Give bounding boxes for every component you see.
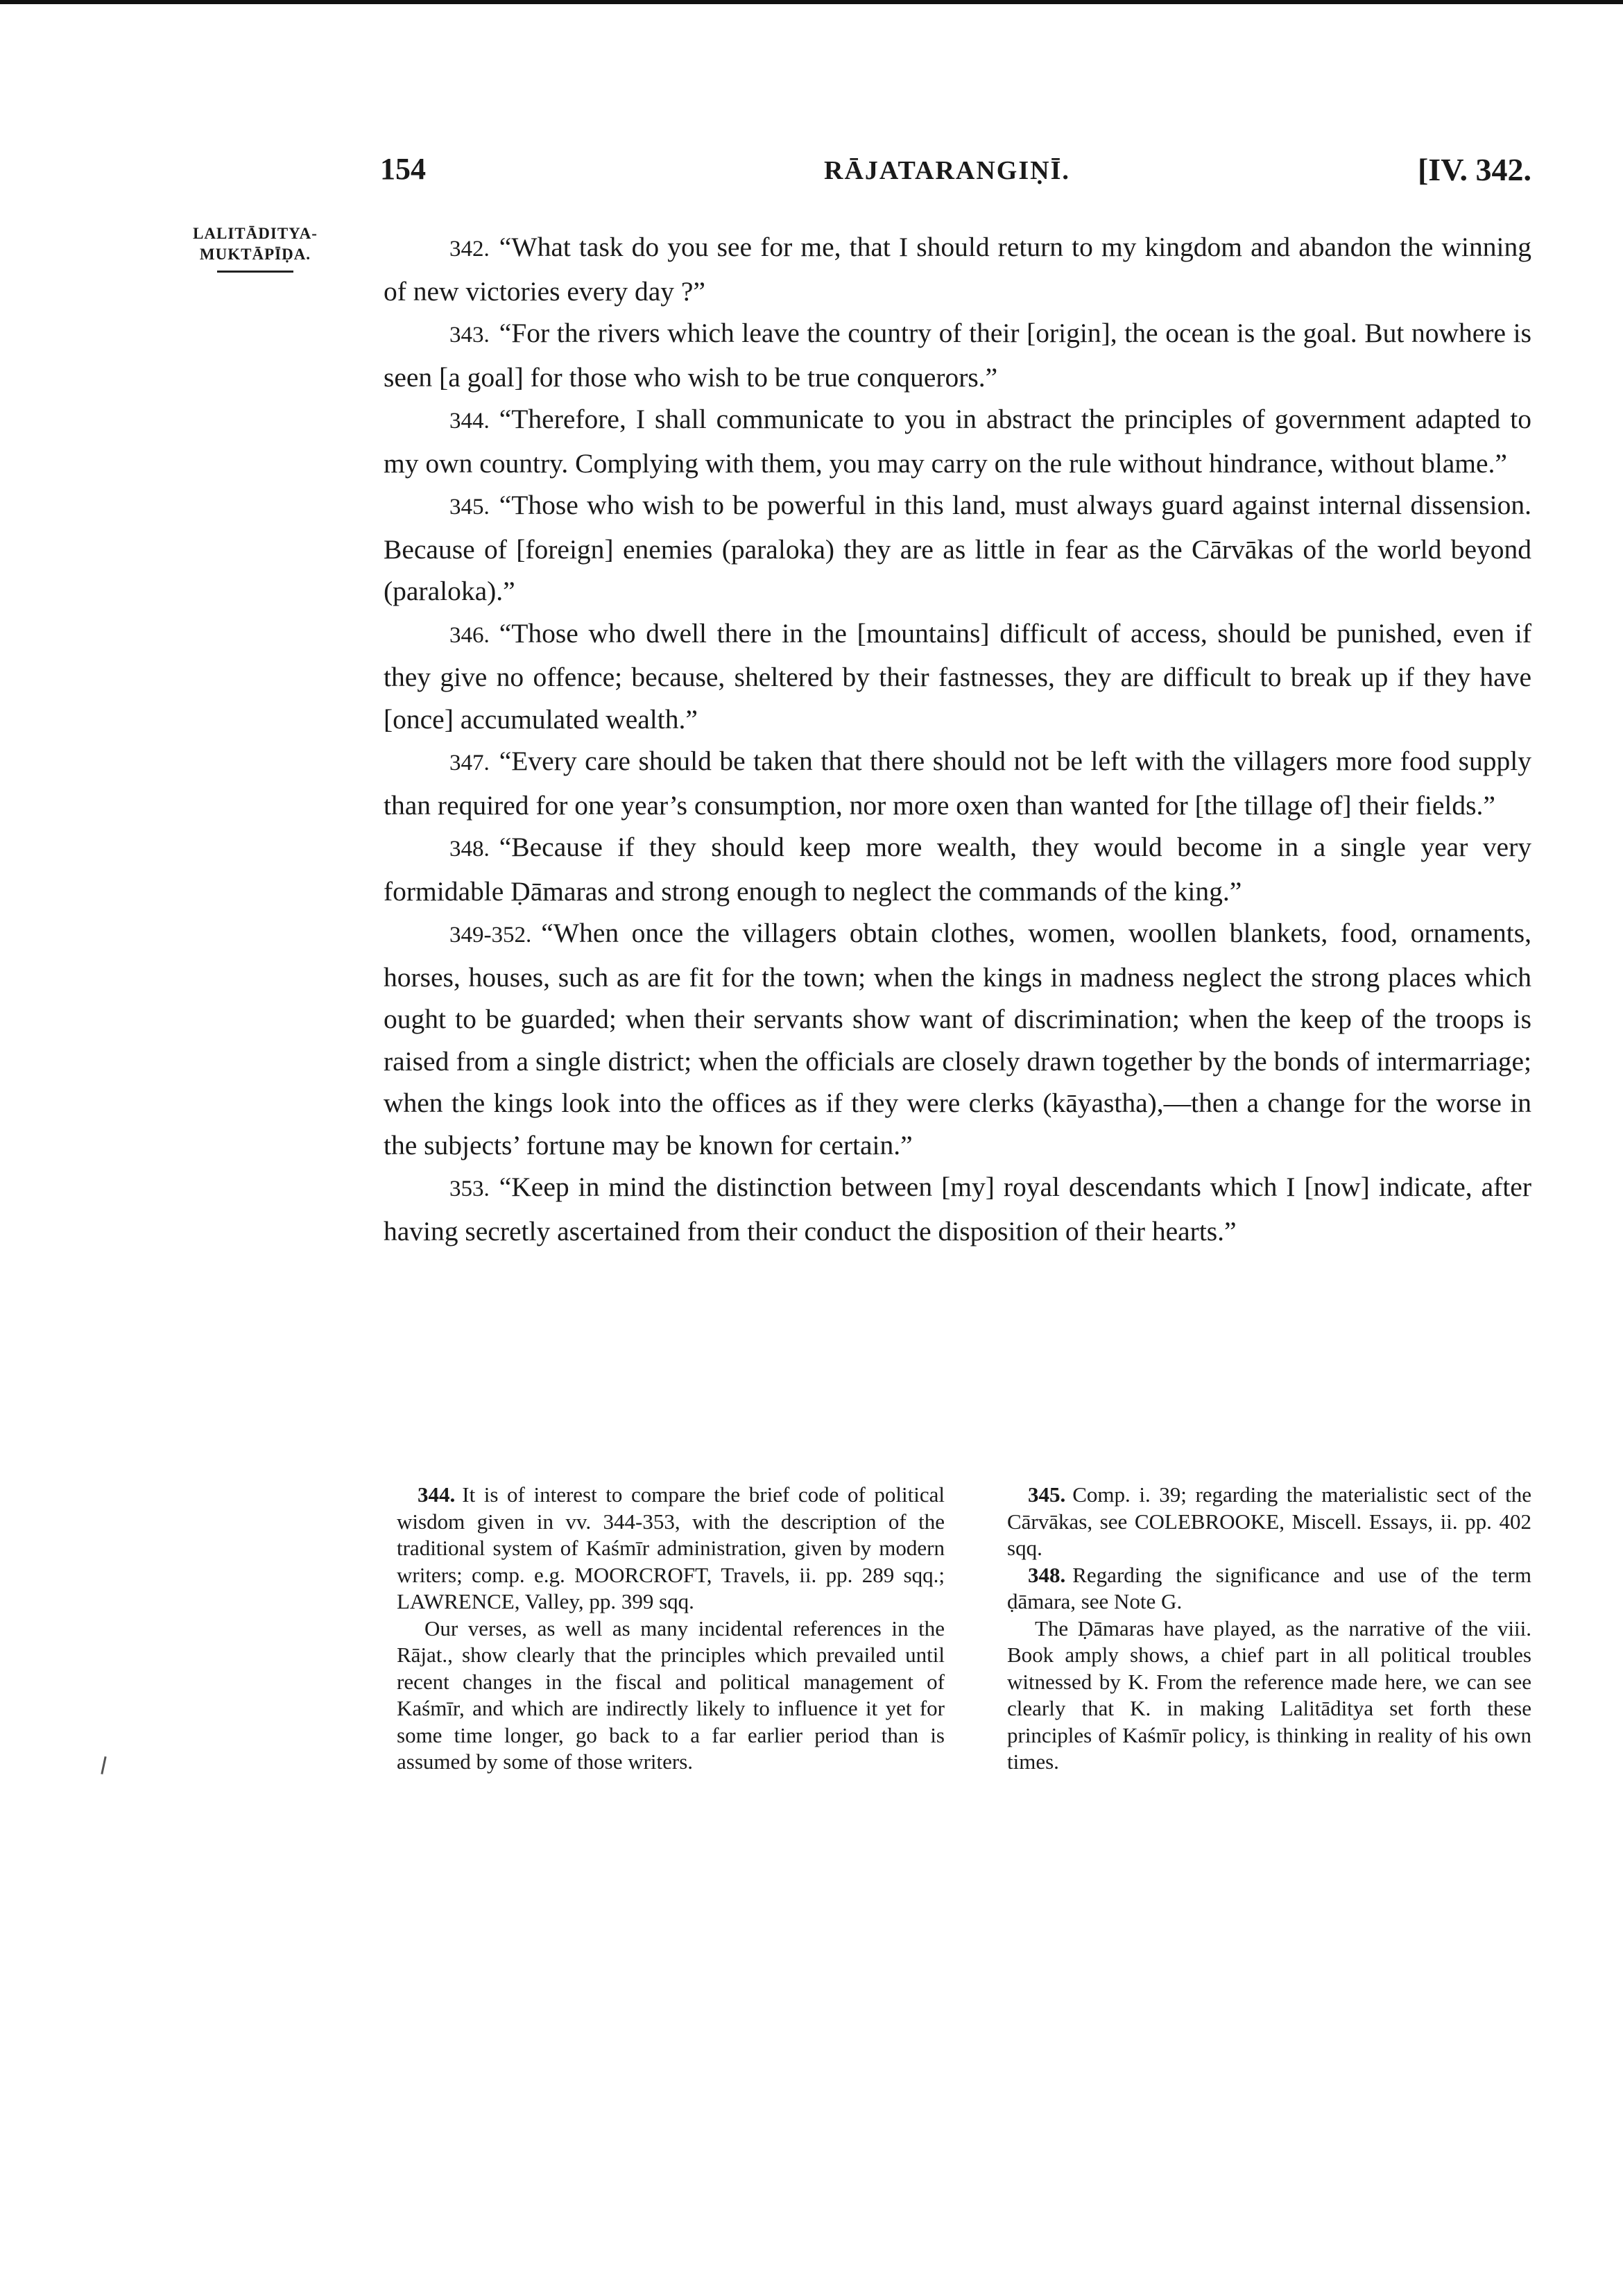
verse-paragraph	[384, 1166, 1531, 1252]
footnote	[397, 1482, 945, 1616]
footnote-text: The Ḍāmaras have played, as the narrative of the viii. Book amply shows, a chief part in all political troubles witnessed by K. From the reference made here, we can see clearly that K. in making Lalitāditya set forth these principles of Kaśmīr policy, is thinking in reality of his own times.	[1007, 1616, 1531, 1774]
running-title: RĀJATARANGIṆĪ.	[824, 156, 1070, 185]
verse-paragraph	[384, 312, 1531, 398]
margin-note	[179, 223, 332, 273]
verse-number: 344.	[449, 409, 490, 434]
footnote	[1007, 1616, 1531, 1776]
main-text	[384, 226, 1531, 1252]
verse-paragraph	[384, 826, 1531, 912]
footnote	[397, 1616, 945, 1776]
verse-text: “For the rivers which leave the country of their [origin], the ocean is the goal. But nowhere is seen [a goal] for those who wish to be true conquerors.”	[384, 318, 1531, 393]
verse-number: 353.	[449, 1176, 490, 1201]
verse-number: 346.	[449, 622, 490, 648]
verse-number: 345.	[449, 495, 490, 520]
verse-paragraph	[384, 398, 1531, 484]
footnote-text: Comp. i. 39; regarding the materialistic sect of the Cārvākas, see COLEBROOKE, Miscell. Essays, ii. pp. 402 sqq.	[1007, 1482, 1531, 1560]
footnote-number: 345.	[1028, 1482, 1066, 1507]
verse-text: “Those who wish to be powerful in this land, must always guard against internal dissension. Because of [foreign] enemies (paraloka) they are as little in fear as the Cārvākas of the world beyond (paraloka).”	[384, 490, 1531, 606]
verse-number: 348.	[449, 837, 490, 862]
footnotes-right-column	[1007, 1482, 1531, 1776]
verse-number: 343.	[449, 323, 490, 348]
verse-text: “Those who dwell there in the [mountains] difficult of access, should be punished, even if they give no offence; because, sheltered by their fastnesses, they are difficult to break up if they have [once] accumulated wealth.”	[384, 617, 1531, 735]
verse-text: “What task do you see for me, that I should return to my kingdom and abandon the winning of new victories every day ?”	[384, 232, 1531, 307]
page-number: 154	[380, 152, 426, 186]
verse-text: “Every care should be taken that there should not be left with the villagers more food supply than required for one year’s consumption, nor more oxen than wanted for [the tillage of] their fields.”	[384, 746, 1531, 821]
footnote-number: 344.	[418, 1482, 456, 1507]
footnote-text: Regarding the significance and use of the term ḍāmara, see Note G.	[1007, 1562, 1531, 1613]
verse-number: 349-352.	[449, 923, 532, 948]
footnotes-left-column	[397, 1482, 945, 1776]
verse-number: 342.	[449, 237, 490, 262]
running-header	[380, 151, 1531, 200]
footnote-text: It is of interest to compare the brief code of political wisdom given in vv. 344-353, with the description of the traditional system of Kaśmīr administration, given by modern writers; comp. e.g. MOORCROFT, Travels, ii. pp. 289 sqq.; LAWRENCE, Valley, pp. 399 sqq.	[397, 1482, 945, 1613]
footnote-text: Our verses, as well as many incidental references in the Rājat., show clearly that the principles which prevailed until recent changes in the fiscal and political management of Kaśmīr, and which are indirectly likely to influence it yet for some time longer, go back to a far earlier period than is assumed by some of those writers.	[397, 1616, 945, 1774]
verse-text: “Keep in mind the distinction between [my] royal descendants which I [now] indicate, after having secretly ascertained from their conduct the disposition of their hearts.”	[384, 1172, 1531, 1246]
margin-note-line-2: MUKTĀPĪḌA.	[199, 246, 311, 263]
verse-paragraph	[384, 912, 1531, 1166]
scan-mark	[101, 1756, 106, 1774]
verse-paragraph	[384, 612, 1531, 741]
footnote	[1007, 1562, 1531, 1616]
section-reference: [IV. 342.	[1417, 152, 1531, 187]
verse-text: “When once the villagers obtain clothes, women, woollen blankets, food, ornaments, horses, houses, such as are fit for the town; when the kings in madness neglect the strong places which ought to be guarded; when their servants show want of discrimination; when the keep of the troops is raised from a single district; when the officials are closely drawn together by the bonds of intermarriage; when the kings look into the offices as if they were clerks (kāyastha),—then a change for the worse in the subjects’ fortune may be known for certain.”	[384, 918, 1531, 1160]
verse-paragraph	[384, 740, 1531, 826]
margin-note-line-1: LALITĀDITYA-	[193, 225, 318, 242]
verse-text: “Therefore, I shall communicate to you in abstract the principles of government adapted to my own country. Complying with them, you may carry on the rule without hindrance, without blame.”	[384, 404, 1531, 479]
verse-number: 347.	[449, 751, 490, 776]
margin-note-rule	[217, 271, 293, 273]
footnote-number: 348.	[1028, 1562, 1066, 1587]
verse-paragraph	[384, 484, 1531, 612]
top-border-rule	[0, 0, 1623, 4]
verse-text: “Because if they should keep more wealth, they would become in a single year very formidable Ḍāmaras and strong enough to neglect the commands of the king.”	[384, 832, 1531, 907]
footnote	[1007, 1482, 1531, 1562]
verse-paragraph	[384, 226, 1531, 312]
